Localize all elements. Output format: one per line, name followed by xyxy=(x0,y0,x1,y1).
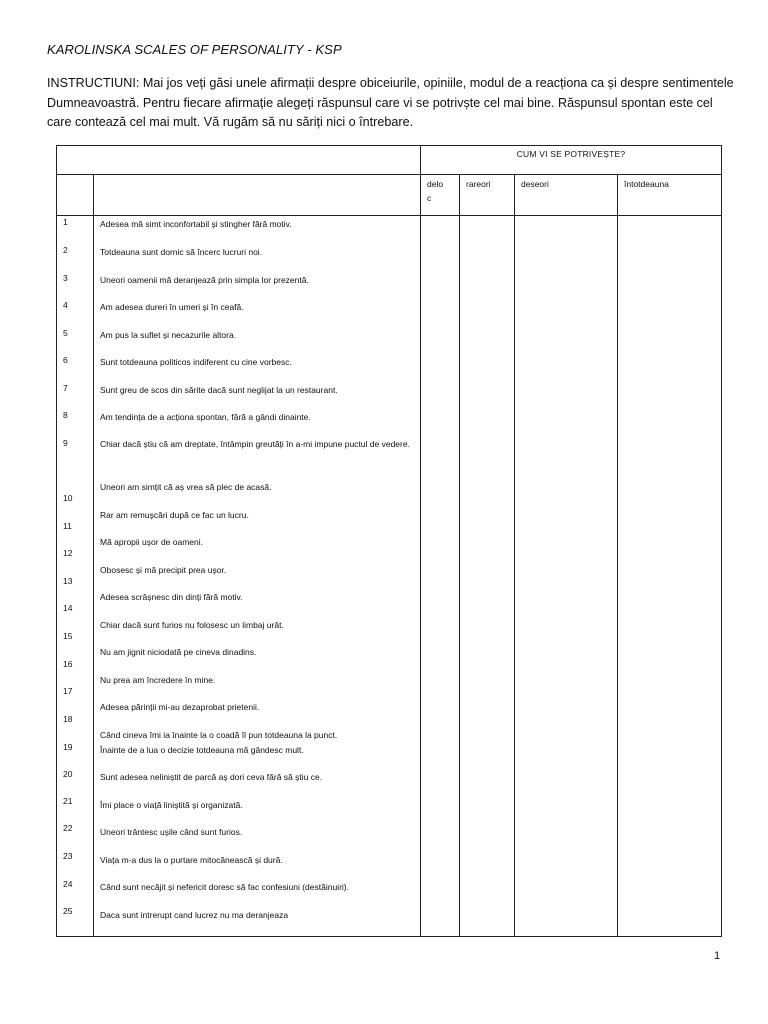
question-number: 10 xyxy=(63,493,73,503)
col-divider-deseori xyxy=(617,175,618,936)
question-number: 18 xyxy=(63,714,73,724)
document-title: KAROLINSKA SCALES OF PERSONALITY - KSP xyxy=(47,42,342,57)
question-number: 14 xyxy=(63,603,73,613)
column-header-delo-line1: delo xyxy=(427,179,444,189)
question-number: 15 xyxy=(63,631,73,641)
statement-text: Când cineva îmi ia înainte la o coadă îl pun totdeauna la punct. xyxy=(100,730,338,740)
statement-text: Viața m-a dus la o purtare mitocănească și dură. xyxy=(100,855,283,865)
statement-text: Adesea mă simt inconfortabil și stingher fără motiv. xyxy=(100,219,292,229)
question-number: 9 xyxy=(63,438,68,448)
statement-text: Rar am remușcări după ce fac un lucru. xyxy=(100,510,249,520)
question-number: 4 xyxy=(63,300,68,310)
statement-text: Uneori oamenii mă deranjează prin simpla lor prezentă. xyxy=(100,275,309,285)
question-number: 22 xyxy=(63,823,73,833)
statement-text: Sunt adesea neliniștit de parcă aș dori ceva fără să știu ce. xyxy=(100,772,323,782)
question-number: 16 xyxy=(63,659,73,669)
header-row-divider xyxy=(57,174,721,175)
question-number: 21 xyxy=(63,796,73,806)
statement-text: Uneori trântesc ușile când sunt furios. xyxy=(100,827,243,837)
statement-text: Chiar dacă știu că am dreptate, întâmpin greutăți în a-mi impune puctul de vedere. xyxy=(100,439,410,449)
statement-text: Înainte de a lua o decizie totdeauna mă gândesc mult. xyxy=(100,745,304,755)
column-header-rareori: rareori xyxy=(466,179,491,189)
statement-text: Nu am jignit niciodată pe cineva dinadins. xyxy=(100,647,257,657)
question-number: 7 xyxy=(63,383,68,393)
statement-text: Chiar dacă sunt furios nu folosesc un limbaj urât. xyxy=(100,620,284,630)
question-number: 13 xyxy=(63,576,73,586)
column-header-intotdeauna: întotdeauna xyxy=(624,179,669,189)
statement-text: Adesea scrâșnesc din dinți fără motiv. xyxy=(100,592,243,602)
question-number: 23 xyxy=(63,851,73,861)
col-divider-statement xyxy=(420,146,421,936)
question-number: 25 xyxy=(63,906,73,916)
question-number: 17 xyxy=(63,686,73,696)
subheader-row-divider xyxy=(57,215,721,216)
statement-text: Am tendința de a acționa spontan, fără a gândi dinainte. xyxy=(100,412,311,422)
question-number: 2 xyxy=(63,245,68,255)
statement-text: Daca sunt intrerupt cand lucrez nu ma deranjeaza xyxy=(100,910,289,920)
statement-text: Sunt totdeauna politicos indiferent cu cine vorbesc. xyxy=(100,357,292,367)
statement-text: Uneori am simțit că aș vrea să plec de acasă. xyxy=(100,482,272,492)
statement-text: Am pus la suflet și necazurile altora. xyxy=(100,330,237,340)
statement-text: Sunt greu de scos din sărite dacă sunt neglijat la un restaurant. xyxy=(100,385,338,395)
question-number: 11 xyxy=(63,521,72,531)
question-number: 24 xyxy=(63,879,73,889)
column-header-deseori: deseori xyxy=(521,179,549,189)
question-number: 1 xyxy=(63,217,68,227)
col-divider-number xyxy=(93,175,94,936)
col-divider-delo xyxy=(459,175,460,936)
statement-text: Adesea părinții mi-au dezaprobat prietenii. xyxy=(100,702,260,712)
statement-text: Când sunt necăjit și nefericit doresc să fac confesiuni (destăinuiri). xyxy=(100,882,349,892)
column-header-delo-line2: c xyxy=(427,193,432,203)
answer-group-header: CUM VI SE POTRIVEȘTE? xyxy=(516,149,626,159)
col-divider-rareori xyxy=(514,175,515,936)
statement-text: Am adesea dureri în umeri și în ceafă. xyxy=(100,302,244,312)
statement-text: Îmi place o viață liniștită și organizată. xyxy=(100,800,243,810)
question-number: 8 xyxy=(63,410,68,420)
statement-text: Obosesc și mă precipit prea ușor. xyxy=(100,565,227,575)
statement-text: Mă apropii ușor de oameni. xyxy=(100,537,204,547)
column-header-delo xyxy=(427,177,443,205)
question-number: 3 xyxy=(63,273,68,283)
statement-text: Totdeauna sunt dornic să încerc lucruri noi. xyxy=(100,247,263,257)
page-number: 1 xyxy=(714,950,721,962)
question-number: 6 xyxy=(63,355,68,365)
question-number: 5 xyxy=(63,328,68,338)
question-number: 19 xyxy=(63,742,73,752)
statement-text: Nu prea am încredere în mine. xyxy=(100,675,216,685)
questionnaire-table xyxy=(56,145,722,937)
instructions-paragraph: INSTRUCTIUNI: Mai jos veți găsi unele afirmații despre obiceiurile, opiniile, modul de a reacționa ca și despre sentimentele Dumneavoastră. Pentru fiecare afirmație alegeți răspunsul care vi se potrivște cel mai bine. Răspunsul spontan este cel care contează cel mai mult. Vă rugăm să nu săriți nici o întrebare. xyxy=(47,76,734,129)
question-number: 12 xyxy=(63,548,73,558)
question-number: 20 xyxy=(63,769,73,779)
